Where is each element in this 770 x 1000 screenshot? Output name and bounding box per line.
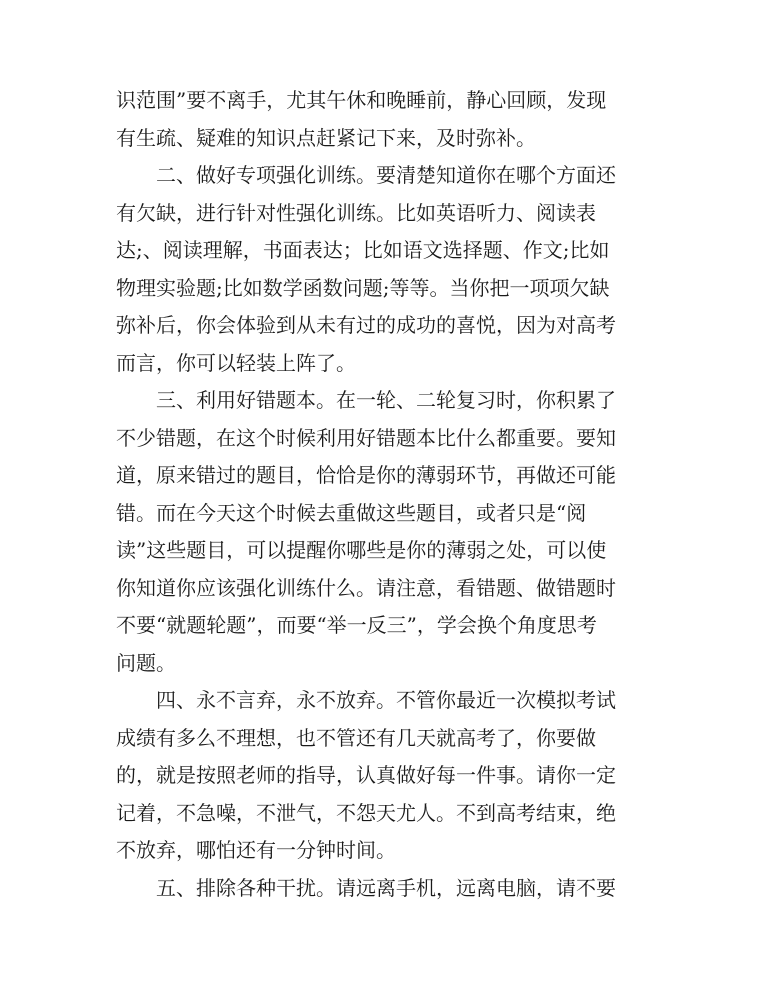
document-body (116, 82, 676, 907)
text-line: 识范围”要不离手，尤其午休和晚睡前，静心回顾，发现 (116, 88, 607, 112)
text-line: 成绩有多么不理想，也不管还有几天就高考了，你要做 (116, 725, 596, 750)
paragraph-start-line: 二、做好专项强化训练。要清楚知道你在哪个方面还 (156, 163, 616, 187)
paragraph-start-line: 四、永不言弃，永不放弃。不管你最近一次模拟考试 (156, 688, 616, 712)
text-line: 不要“就题轮题”，而要“举一反三”，学会换个角度思考 (116, 613, 597, 637)
text-line: 问题。 (116, 650, 176, 675)
text-line: 不放弃，哪怕还有一分钟时间。 (116, 838, 396, 862)
paragraph-start-line: 五、排除各种干扰。请远离手机，远离电脑，请不要 (156, 875, 616, 900)
text-line: 错。而在今天这个时候去重做这些题目，或者只是“阅 (116, 500, 587, 525)
paragraph-start-line: 三、利用好错题本。在一轮、二轮复习时，你积累了 (156, 388, 616, 412)
text-line: 不少错题，在这个时候利用好错题本比什么都重要。要知 (116, 425, 616, 450)
text-line: 而言，你可以轻装上阵了。 (116, 350, 356, 375)
text-line: 的，就是按照老师的指导，认真做好每一件事。请你一定 (116, 763, 616, 787)
text-line: 有欠缺，进行针对性强化训练。比如英语听力、阅读表 (116, 200, 596, 225)
text-line: 达;、阅读理解，书面表达；比如语文选择题、作文;比如 (116, 238, 610, 262)
text-line: 记着，不急噪，不泄气，不怨天尤人。不到高考结束，绝 (116, 800, 616, 825)
text-line: 有生疏、疑难的知识点赶紧记下来，及时弥补。 (116, 125, 536, 150)
text-line: 物理实验题;比如数学函数问题;等等。当你把一项项欠缺 (116, 275, 610, 300)
text-line: 道，原来错过的题目，恰恰是你的薄弱环节，再做还可能 (116, 463, 616, 487)
text-line: 读”这些题目，可以提醒你哪些是你的薄弱之处，可以使 (116, 538, 607, 562)
text-line: 你知道你应该强化训练什么。请注意，看错题、做错题时 (116, 575, 616, 600)
text-line: 弥补后，你会体验到从未有过的成功的喜悦，因为对高考 (116, 313, 616, 337)
